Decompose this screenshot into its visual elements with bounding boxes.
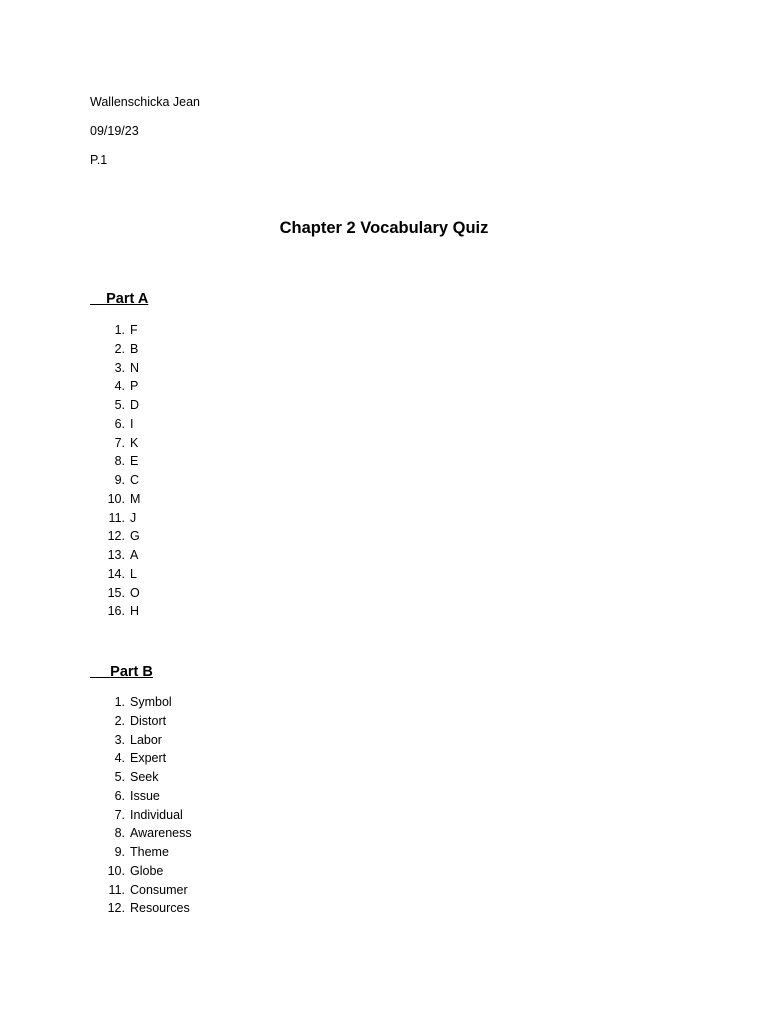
item-number: 3. [114, 360, 125, 375]
item-number: 12. [107, 529, 125, 544]
quiz-date: 09/19/23 [90, 124, 139, 138]
list-item [90, 862, 192, 881]
list-item [90, 881, 192, 900]
item-number: 1. [114, 695, 125, 709]
item-answer: Expert [130, 751, 167, 766]
item-number: 11. [108, 510, 125, 525]
part-b-heading [90, 663, 153, 681]
item-number: 15. [107, 585, 125, 600]
list-item [90, 396, 140, 415]
document-title: Chapter 2 Vocabulary Quiz [279, 219, 489, 237]
part-b-heading-text: Part B [110, 664, 153, 680]
item-number: 10. [107, 491, 125, 506]
item-answer: Awareness [130, 826, 192, 841]
part-b-heading-indent [90, 664, 110, 680]
item-number: 9. [114, 473, 125, 487]
item-number: 6. [114, 788, 125, 803]
list-item [90, 824, 192, 843]
item-answer: F [130, 323, 138, 337]
item-number: 8. [114, 826, 125, 841]
item-number: 4. [114, 379, 125, 394]
list-item [90, 471, 140, 490]
list-item [90, 527, 140, 546]
item-answer: Globe [130, 863, 164, 878]
list-item [90, 584, 140, 603]
item-number: 5. [114, 770, 125, 784]
list-item [90, 377, 140, 396]
item-answer: E [130, 454, 139, 469]
list-item [90, 565, 140, 584]
item-answer: Issue [130, 788, 160, 803]
list-item [90, 452, 140, 471]
list-item [90, 546, 140, 565]
item-answer: A [130, 548, 139, 562]
item-answer: C [130, 473, 140, 487]
item-answer: P [130, 379, 139, 394]
item-answer: B [130, 341, 139, 356]
part-a-heading [90, 290, 148, 308]
item-number: 12. [107, 901, 125, 916]
list-item [90, 787, 192, 806]
student-name: Wallenschicka Jean [90, 95, 201, 109]
list-item [90, 434, 140, 453]
list-item [90, 712, 192, 731]
item-number: 4. [114, 751, 125, 766]
item-answer: Distort [130, 713, 167, 728]
list-item [90, 321, 140, 340]
item-answer: Individual [130, 807, 183, 822]
list-item [90, 843, 192, 862]
item-number: 2. [114, 713, 125, 728]
list-item [90, 415, 140, 434]
item-answer: M [130, 491, 141, 506]
list-item [90, 899, 192, 918]
item-answer: L [130, 566, 137, 581]
item-number: 7. [114, 435, 125, 450]
item-answer: J [130, 510, 137, 525]
list-item [90, 693, 192, 712]
item-number: 10. [107, 863, 125, 878]
item-number: 8. [114, 454, 125, 469]
list-item [90, 340, 140, 359]
item-answer: H [130, 604, 140, 619]
item-number: 5. [114, 398, 125, 412]
item-answer: I [130, 416, 134, 431]
part-a-heading-indent [90, 291, 106, 307]
item-answer: Symbol [130, 695, 172, 709]
list-item [90, 768, 192, 787]
list-item [90, 806, 192, 825]
item-number: 11. [108, 882, 125, 897]
item-answer: D [130, 398, 140, 412]
item-number: 14. [107, 566, 125, 581]
item-number: 16. [107, 604, 125, 619]
item-answer: Labor [130, 732, 162, 747]
item-number: 3. [114, 732, 125, 747]
item-answer: N [130, 360, 140, 375]
item-number: 1. [114, 323, 125, 337]
list-item [90, 602, 140, 621]
part-a-answer-list [90, 321, 140, 621]
item-answer: G [130, 529, 140, 544]
item-number: 6. [114, 416, 125, 431]
item-number: 2. [114, 341, 125, 356]
item-number: 9. [114, 845, 125, 859]
item-number: 7. [114, 807, 125, 822]
item-answer: K [130, 435, 139, 450]
list-item [90, 359, 140, 378]
item-answer: O [130, 585, 140, 600]
class-period: P.1 [90, 153, 108, 167]
item-answer: Resources [130, 901, 190, 916]
list-item [90, 490, 140, 509]
item-answer: Consumer [130, 882, 188, 897]
part-a-heading-text: Part A [106, 291, 149, 307]
item-answer: Seek [130, 770, 159, 784]
item-answer: Theme [130, 845, 169, 859]
list-item [90, 731, 192, 750]
part-b-answer-list [90, 693, 192, 918]
list-item [90, 749, 192, 768]
item-number: 13. [107, 548, 125, 562]
list-item [90, 509, 140, 528]
